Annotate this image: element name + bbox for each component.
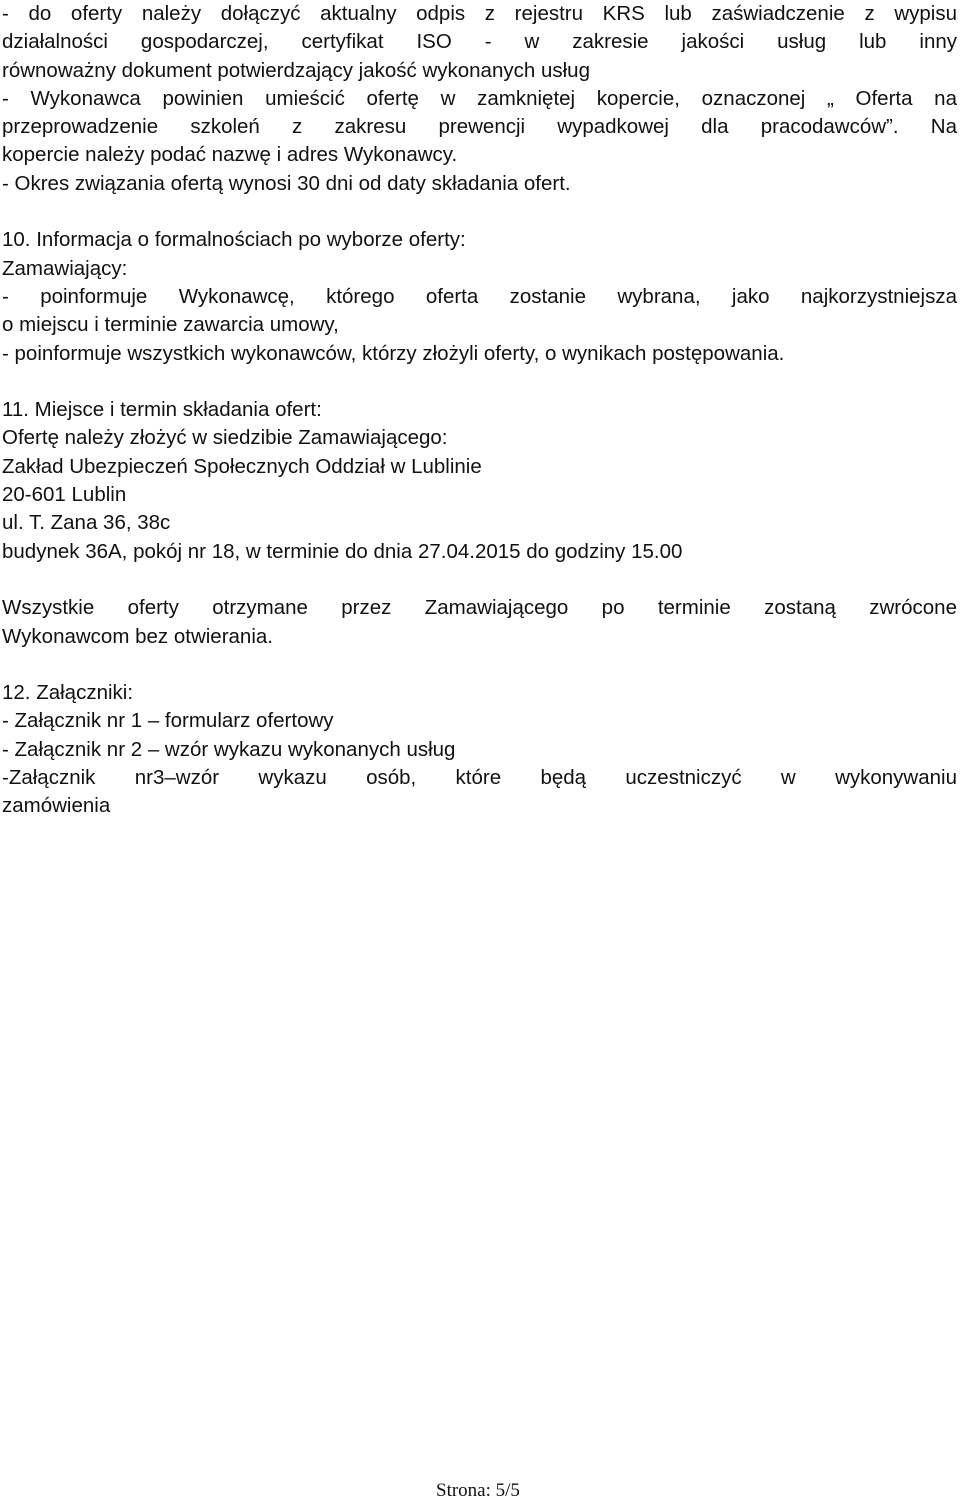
text-line: - Wykonawca powinien umieścić ofertę w zamkniętej kopercie, oznaczonej „ Oferta na: [2, 86, 957, 110]
text-line: kopercie należy podać nazwę i adres Wykonawcy.: [2, 143, 458, 167]
attachment-item: - Załącznik nr 2 – wzór wykazu wykonanych usług: [2, 737, 456, 761]
page-number: Strona: 5/5: [436, 1480, 520, 1501]
document-body: [2, 0, 957, 821]
address-line: 20-601 Lublin: [2, 483, 127, 507]
text-line: Zamawiający:: [2, 256, 128, 280]
attachment-item: - Załącznik nr 1 – formularz ofertowy: [2, 709, 334, 733]
attachment-item: -Załącznik nr3–wzór wykazu osób, które będą uczestniczyć w wykonywaniu: [2, 766, 957, 790]
text-line: o miejscu i terminie zawarcia umowy,: [2, 313, 339, 337]
paragraph-spacer: [2, 651, 957, 679]
text-line: równoważny dokument potwierdzający jakość wykonanych usług: [2, 58, 590, 82]
paragraph-offer-requirements: [2, 0, 957, 198]
text-line: - Okres związania ofertą wynosi 30 dni od daty składania ofert.: [2, 171, 571, 195]
text-line: Ofertę należy złożyć w siedzibie Zamawiającego:: [2, 426, 448, 450]
text-line: - poinformuje wszystkich wykonawców, którzy złożyli oferty, o wynikach postępowania.: [2, 341, 785, 365]
section-heading: 10. Informacja o formalnościach po wyborze oferty:: [2, 228, 466, 252]
paragraph-spacer: [2, 368, 957, 396]
section-10-formalities: [2, 226, 957, 367]
section-12-attachments: [2, 679, 957, 820]
text-line: zamówienia: [2, 794, 111, 818]
paragraph-spacer: [2, 566, 957, 594]
text-line: działalności gospodarczej, certyfikat ISO - w zakresie jakości usług lub inny: [2, 30, 957, 54]
text-line: przeprowadzenie szkoleń z zakresu prewencji wypadkowej dla pracodawców”. Na: [2, 115, 957, 139]
paragraph-late-offers: [2, 594, 957, 651]
address-line: Zakład Ubezpieczeń Społecznych Oddział w Lublinie: [2, 454, 482, 478]
paragraph-spacer: [2, 198, 957, 226]
text-line: Wszystkie oferty otrzymane przez Zamawiającego po terminie zostaną zwrócone: [2, 596, 957, 620]
deadline-line: budynek 36A, pokój nr 18, w terminie do dnia 27.04.2015 do godziny 15.00: [2, 539, 683, 563]
text-line: Wykonawcom bez otwierania.: [2, 624, 273, 648]
text-line: - poinformuje Wykonawcę, którego oferta zostanie wybrana, jako najkorzystniejsza: [2, 284, 957, 308]
section-11-place-and-date: [2, 396, 957, 566]
section-heading: 11. Miejsce i termin składania ofert:: [2, 398, 322, 422]
address-line: ul. T. Zana 36, 38c: [2, 511, 171, 535]
text-line: - do oferty należy dołączyć aktualny odpis z rejestru KRS lub zaświadczenie z wypisu: [2, 2, 957, 25]
section-heading: 12. Załączniki:: [2, 681, 134, 705]
